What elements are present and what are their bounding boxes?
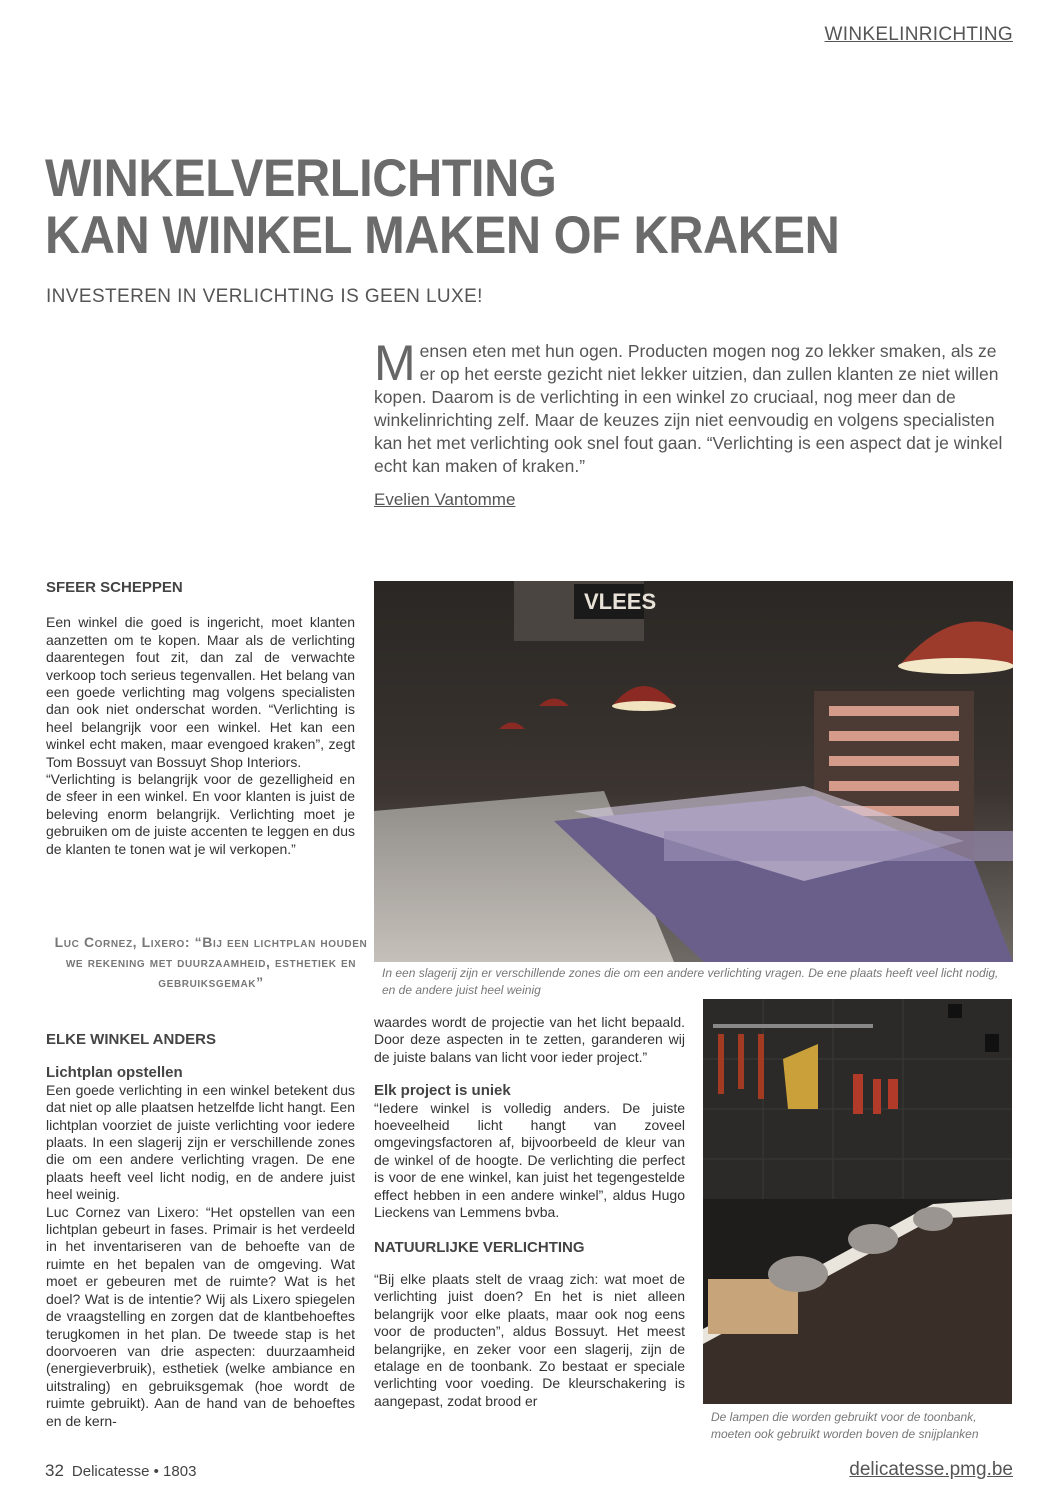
article-subtitle: INVESTEREN IN VERLICHTING IS GEEN LUXE! — [46, 286, 483, 307]
vlees-sign: VLEES — [584, 589, 657, 614]
subheading-elk-project-uniek: Elk project is uniek — [374, 1082, 511, 1100]
paragraph: “Verlichting is belangrijk voor de gezelligheid en de sfeer in een winkel. En voor klanten is juist de beleving enorm belangrijk. Verlichting moet je gebruiken om de juiste accenten te leggen en dus de klanten te tonen wat je wil verkopen.” — [46, 771, 355, 857]
drop-cap: M — [374, 335, 416, 391]
pull-quote: Luc Cornez, Lixero: “Bij een lichtplan houden we rekening met duurzaamheid, esthetiek en gebruiksgemak” — [54, 934, 368, 990]
paragraph: Een winkel die goed is ingericht, moet klanten aanzetten om te kopen. Maar als de verlichting daarentegen fout zit, dan zal de verwachte verkoop toch serieus tegenvallen. Het belang van een goede verlichting mag volgens specialisten dan ook niet onderschat worden. “Verlichting is heel belangrijk voor een winkel. Het kan een winkel echt maken, maar evengoed kraken”, zegt Tom Bossuyt van Bossuyt Shop Interiors. — [46, 614, 355, 770]
photo2-caption: De lampen die worden gebruikt voor de toonbank, moeten ook gebruikt worden boven de snijplanken — [711, 1410, 979, 1441]
heading-elke-winkel-anders: ELKE WINKEL ANDERS — [46, 1031, 217, 1048]
heading-natuurlijke-verlichting: NATUURLIJKE VERLICHTING — [374, 1239, 585, 1257]
photo-slicing-counter — [703, 999, 1012, 1404]
photo1-caption: In een slagerij zijn er verschillende zones die om een andere verlichting vragen. De ene plaats heeft veel licht nodig, en de andere juist heel weinig — [382, 966, 999, 997]
middle-column — [374, 1014, 685, 1410]
paragraph: “Iedere winkel is volledig anders. De juiste hoeveelheid licht hangt van zoveel omgevingsfactoren af, bijvoorbeeld de kleur van de winkel of de hoogte. De verlichting die perfect is voor de ene winkel, kan juist het tegengestelde effect hebben in een andere winkel”, aldus Hugo Lieckens van Lemmens bvba. — [374, 1099, 685, 1221]
magazine-issue: Delicatesse • 1803 — [71, 1463, 197, 1480]
left-column-top — [46, 579, 355, 858]
photo-butcher-shop — [374, 581, 1013, 962]
subheading-lichtplan: Lichtplan opstellen — [46, 1064, 183, 1082]
paragraph: Een goede verlichting in een winkel betekent dus dat niet op alle plaatsen hetzelfde licht hangt. Een lichtplan voorziet de juiste verlichting voor iedere plaats. In een slagerij zijn er verschillende zones die om een andere verlichting vragen. De ene plaats heeft veel licht nodig, en de andere juist heel weinig. — [46, 1081, 355, 1203]
website-link[interactable]: delicatesse.pmg.be — [849, 1459, 1013, 1480]
intro-paragraph — [374, 335, 1014, 478]
left-column-bottom — [46, 1031, 355, 1430]
page-number: 32 — [45, 1461, 64, 1480]
paragraph: Luc Cornez van Lixero: “Het opstellen van een lichtplan gebeurt in fases. Primair is het verdeeld in het inventariseren van de behoefte van de ruimte en het bepalen van de omgeving. Wat moet er gebeuren met de ruimte? Wat is het doel? Wat is de intentie? Wij als Lixero spiegelen de vraagstelling en zorgen dat de klantbehoeftes terugkomen in het plan. De tweede stap is het doorvoeren van drie aspecten: duurzaamheid (energieverbruik), esthetiek (welke ambiance en uitstraling) en gebruiksgemak (hoe wordt de ruimte gebruikt). Aan de hand van de behoeftes en de kern- — [46, 1203, 355, 1429]
section-tag: WINKELINRICHTING — [824, 24, 1013, 45]
article-title — [45, 150, 839, 264]
intro-text: ensen eten met hun ogen. Producten mogen nog zo lekker smaken, als ze er op het eerste gezicht niet lekker uitzien, dan zullen klanten ze niet willen kopen. Daarom is de verlichting in een winkel zo cruciaal, nog meer dan de winkelinrichting zelf. Maar de keuzes zijn niet eenvoudig en volgens specialisten kan het met verlichting ook snel fout gaan. “Verlichting is een aspect dat je winkel echt kan maken of kraken.” — [374, 341, 1003, 476]
title-line-1: WINKELVERLICHTING — [45, 149, 557, 208]
author-byline[interactable]: Evelien Vantomme — [374, 490, 516, 509]
heading-sfeer-scheppen: SFEER SCHEPPEN — [46, 579, 183, 596]
butcher-shop-image — [374, 581, 1013, 962]
footer-left — [45, 1461, 196, 1481]
paragraph: “Bij elke plaats stelt de vraag zich: wat moet de verlichting juist doen? En het is niet alleen belangrijk voor elke plaats, maar ook nog eens voor de producten”, aldus Bossuyt. Het meest belangrijke, en zeker voor een slagerij, zijn de etalage en de toonbank. Zo bestaat er speciale verlichting voor voeding. De kleurschakering is aangepast, zodat brood er — [374, 1270, 685, 1409]
title-line-2: KAN WINKEL MAKEN OF KRAKEN — [45, 206, 840, 265]
paragraph: waardes wordt de projectie van het licht bepaald. Door deze aspecten in te zetten, garanderen wij de juiste balans van licht voor ieder project.” — [374, 1014, 685, 1065]
slicing-counter-image — [703, 999, 1012, 1404]
